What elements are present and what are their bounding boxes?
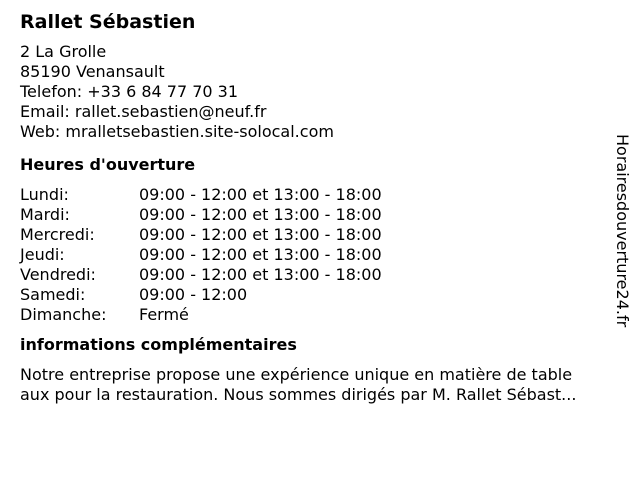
description-line-2: aux pour la restauration. Nous sommes dirigés par M. Rallet Sébast... (20, 385, 577, 404)
time-value: 09:00 - 12:00 et 13:00 - 18:00 (139, 205, 382, 224)
time-value: 09:00 - 12:00 (139, 285, 248, 304)
address-line-2: 85190 Venansault (20, 62, 165, 81)
day-label: Vendredi: (20, 265, 96, 284)
time-value: 09:00 - 12:00 et 13:00 - 18:00 (139, 265, 382, 284)
day-label: Dimanche: (20, 305, 107, 324)
hours-row (20, 225, 620, 245)
day-label: Samedi: (20, 285, 86, 304)
time-value: 09:00 - 12:00 et 13:00 - 18:00 (139, 245, 382, 264)
description-line-1: Notre entreprise propose une expérience unique en matière de table (20, 365, 573, 384)
hours-row (20, 245, 620, 265)
site-watermark: Horairesdouverture24.fr (613, 134, 632, 328)
contact-block (20, 42, 620, 142)
address-line-1: 2 La Grolle (20, 42, 107, 61)
phone-line: Telefon: +33 6 84 77 70 31 (20, 82, 239, 101)
day-label: Mardi: (20, 205, 70, 224)
time-value: 09:00 - 12:00 et 13:00 - 18:00 (139, 185, 382, 204)
hours-table (20, 185, 620, 325)
day-label: Mercredi: (20, 225, 95, 244)
hours-heading: Heures d'ouverture (20, 155, 196, 174)
time-value: 09:00 - 12:00 et 13:00 - 18:00 (139, 225, 382, 244)
hours-row (20, 205, 620, 225)
email-line: Email: rallet.sebastien@neuf.fr (20, 102, 267, 121)
business-card (20, 10, 620, 405)
time-value: Fermé (139, 305, 189, 324)
website-line: Web: mralletsebastien.site-solocal.com (20, 122, 334, 141)
day-label: Jeudi: (20, 245, 65, 264)
info-heading: informations complémentaires (20, 335, 297, 354)
hours-row (20, 185, 620, 205)
hours-row (20, 265, 620, 285)
business-name: Rallet Sébastien (20, 11, 196, 33)
hours-row (20, 305, 620, 325)
day-label: Lundi: (20, 185, 69, 204)
hours-row (20, 285, 620, 305)
